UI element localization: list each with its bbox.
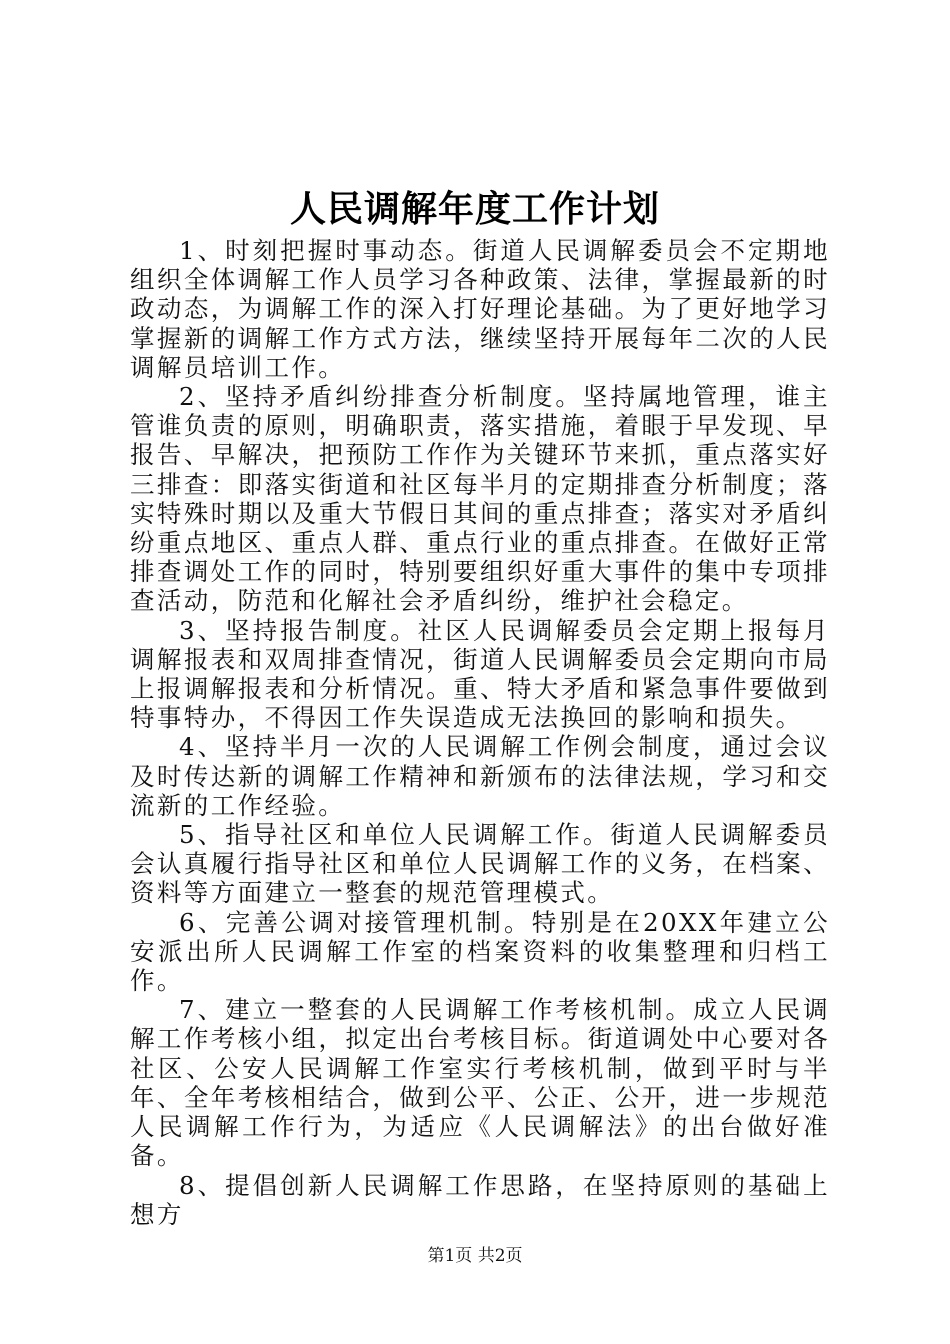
document-body bbox=[130, 236, 830, 1229]
paragraph-1: 1、时刻把握时事动态。街道人民调解委员会不定期地组织全体调解工作人员学习各种政策、法律，掌握最新的时政动态，为调解工作的深入打好理论基础。为了更好地学习掌握新的调解工作方式方法，继续坚持开展每年二次的人民调解员培训工作。 bbox=[130, 236, 830, 382]
paragraph-7: 7、建立一整套的人民调解工作考核机制。成立人民调解工作考核小组，拟定出台考核目标。街道调处中心要对各社区、公安人民调解工作室实行考核机制，做到平时与半年、全年考核相结合，做到公平、公正、公开，进一步规范人民调解工作行为，为适应《人民调解法》的出台做好准备。 bbox=[130, 995, 830, 1171]
paragraph-5: 5、指导社区和单位人民调解工作。街道人民调解委员会认真履行指导社区和单位人民调解工作的义务，在档案、资料等方面建立一整套的规范管理模式。 bbox=[130, 820, 830, 908]
paragraph-8: 8、提倡创新人民调解工作思路，在坚持原则的基础上想方 bbox=[130, 1170, 830, 1229]
paragraph-3: 3、坚持报告制度。社区人民调解委员会定期上报每月调解报表和双周排查情况，街道人民调解委员会定期向市局上报调解报表和分析情况。重、特大矛盾和紧急事件要做到特事特办，不得因工作失误造成无法换回的影响和损失。 bbox=[130, 615, 830, 733]
document-title: 人民调解年度工作计划 bbox=[289, 188, 660, 230]
paragraph-6: 6、完善公调对接管理机制。特别是在20XX年建立公安派出所人民调解工作室的档案资料的收集整理和归档工作。 bbox=[130, 907, 830, 996]
page-footer bbox=[0, 1244, 950, 1268]
page-number: 第1页 bbox=[427, 1246, 473, 1266]
paragraph-4: 4、坚持半月一次的人民调解工作例会制度，通过会议及时传达新的调解工作精神和新颁布的法律法规，学习和交流新的工作经验。 bbox=[130, 732, 830, 820]
paragraph-2: 2、坚持矛盾纠纷排查分析制度。坚持属地管理，谁主管谁负责的原则，明确职责，落实措施，着眼于早发现、早报告、早解决，把预防工作作为关键环节来抓，重点落实好三排查：即落实街道和社区每半月的定期排查分析制度；落实特殊时期以及重大节假日其间的重点排查；落实对矛盾纠纷重点地区、重点人群、重点行业的重点排查。在做好正常排查调处工作的同时，特别要组织好重大事件的集中专项排查活动，防范和化解社会矛盾纠纷，维护社会稳定。 bbox=[130, 382, 830, 616]
page-total: 共2页 bbox=[477, 1246, 523, 1266]
